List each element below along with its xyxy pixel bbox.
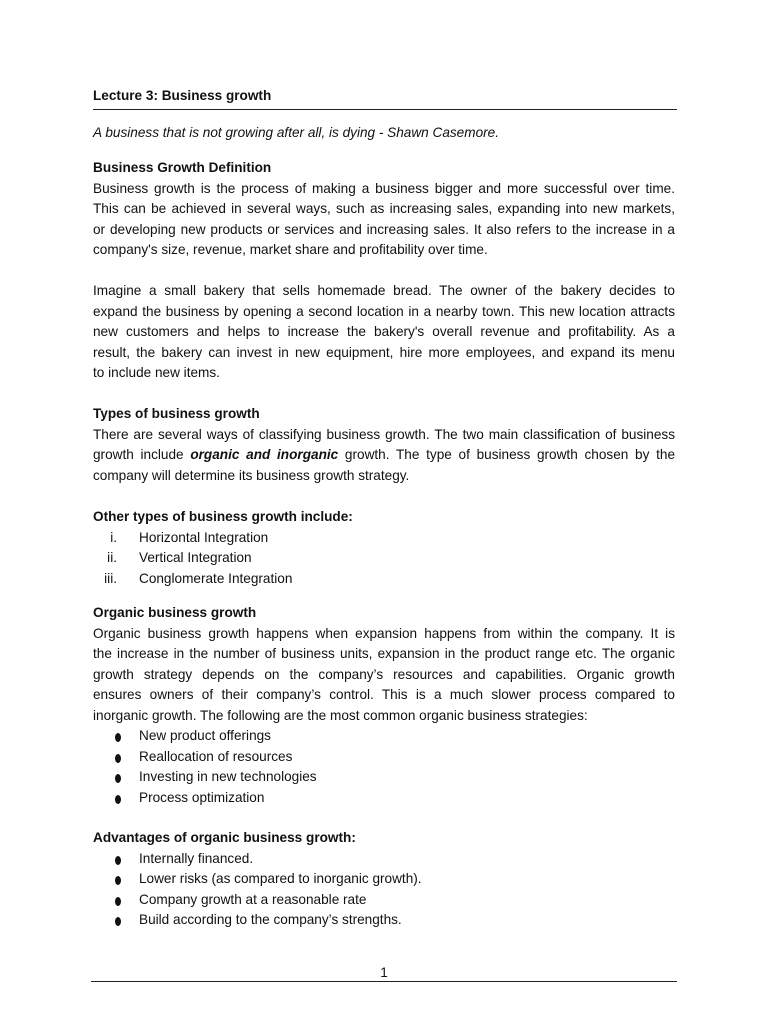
list-item-label: Horizontal Integration bbox=[139, 529, 269, 545]
header-divider bbox=[93, 109, 677, 110]
list-item-label: Company growth at a reasonable rate bbox=[139, 891, 367, 907]
organic-line: inorganic growth. The following are the most common organic business strategies: bbox=[93, 707, 588, 723]
organic-section bbox=[93, 603, 675, 808]
definition-line: or developing new products or services and increasing sales. It also refers to the increase in a bbox=[93, 221, 675, 237]
example-section bbox=[93, 281, 675, 384]
advantages-list bbox=[93, 849, 675, 931]
list-item-label: Process optimization bbox=[139, 789, 265, 805]
example-line: new customers and helps to increase the bakery's overall revenue and profitability. As a bbox=[93, 324, 675, 339]
footer-divider bbox=[91, 981, 677, 982]
bullet-icon bbox=[115, 856, 121, 865]
bullet-icon bbox=[115, 774, 121, 783]
advantages-section bbox=[93, 828, 675, 931]
types-line: There are several ways of classifying business growth. The two main classification of business bbox=[93, 426, 675, 442]
types-heading: Types of business growth bbox=[93, 406, 260, 421]
other-types-heading: Other types of business growth include: bbox=[93, 509, 353, 524]
definition-line: company's size, revenue, market share and profitability over time. bbox=[93, 242, 488, 257]
opening-quote: A business that is not growing after all, is dying - Shawn Casemore. bbox=[93, 125, 499, 140]
list-item bbox=[93, 788, 675, 809]
organic-line: the increase in the number of business units, expansion in the product range etc. The organic bbox=[93, 646, 675, 661]
types-section bbox=[93, 404, 675, 486]
other-types-section bbox=[93, 507, 675, 589]
types-line2-end: growth. The type of business growth chosen by the bbox=[338, 447, 676, 462]
page-number: 1 bbox=[380, 965, 388, 980]
bullet-icon bbox=[115, 754, 121, 763]
organic-strategies-list bbox=[93, 726, 675, 808]
list-item bbox=[93, 569, 675, 590]
list-item-label: Vertical Integration bbox=[139, 550, 252, 565]
bullet-icon bbox=[115, 897, 121, 906]
list-item bbox=[93, 890, 675, 911]
example-line: expand the business by opening a second location in a nearby town. This new location attracts bbox=[93, 303, 675, 319]
list-item-label: Lower risks (as compared to inorganic growth). bbox=[139, 871, 422, 886]
definition-line: Business growth is the process of making a business bigger and more successful over time. bbox=[93, 180, 675, 196]
organic-line: Organic business growth happens when expansion happens from within the company. It is bbox=[93, 625, 675, 641]
definition-heading: Business Growth Definition bbox=[93, 160, 272, 175]
definition-line: This can be achieved in several ways, such as increasing sales, expanding into new markets, bbox=[93, 201, 675, 216]
list-item bbox=[93, 747, 675, 768]
list-item-label: Investing in new technologies bbox=[139, 769, 317, 784]
list-item bbox=[93, 910, 675, 931]
list-item bbox=[93, 548, 675, 569]
example-line: Imagine a small bakery that sells homemade bread. The owner of the bakery decides to bbox=[93, 283, 675, 298]
types-line: company will determine its business growth strategy. bbox=[93, 467, 410, 483]
bullet-icon bbox=[115, 795, 121, 804]
list-number: iii. bbox=[104, 570, 117, 586]
list-item-label: Build according to the company’s strengths. bbox=[139, 912, 402, 927]
list-number: ii. bbox=[107, 550, 117, 565]
list-item-label: Internally financed. bbox=[139, 850, 254, 866]
organic-line: growth strategy depends on the company’s resources and capabilities. Organic growth bbox=[93, 666, 675, 682]
list-item bbox=[93, 767, 675, 788]
list-item bbox=[93, 869, 675, 890]
bullet-icon bbox=[115, 733, 121, 742]
types-line bbox=[93, 445, 675, 466]
list-number: i. bbox=[110, 529, 117, 545]
bullet-icon bbox=[115, 917, 121, 926]
advantages-heading: Advantages of organic business growth: bbox=[93, 830, 356, 845]
organic-line: ensures owners of their company’s control. This is a much slower process compared to bbox=[93, 687, 675, 702]
example-line: result, the bakery can invest in new equipment, hire more employees, and expand its menu bbox=[93, 344, 675, 360]
definition-section bbox=[93, 158, 675, 261]
lecture-title: Lecture 3: Business growth bbox=[93, 88, 272, 103]
list-item-label: Reallocation of resources bbox=[139, 748, 293, 764]
example-line: to include new items. bbox=[93, 365, 220, 380]
list-item bbox=[93, 528, 675, 549]
other-types-list bbox=[93, 528, 675, 590]
organic-heading: Organic business growth bbox=[93, 605, 257, 620]
organic-inorganic-emphasis: organic and inorganic bbox=[190, 447, 339, 462]
bullet-icon bbox=[115, 876, 121, 885]
types-line2-start: growth include bbox=[93, 447, 191, 462]
list-item bbox=[93, 726, 675, 747]
list-item-label: New product offerings bbox=[139, 728, 271, 743]
list-item bbox=[93, 849, 675, 870]
list-item-label: Conglomerate Integration bbox=[139, 570, 293, 586]
